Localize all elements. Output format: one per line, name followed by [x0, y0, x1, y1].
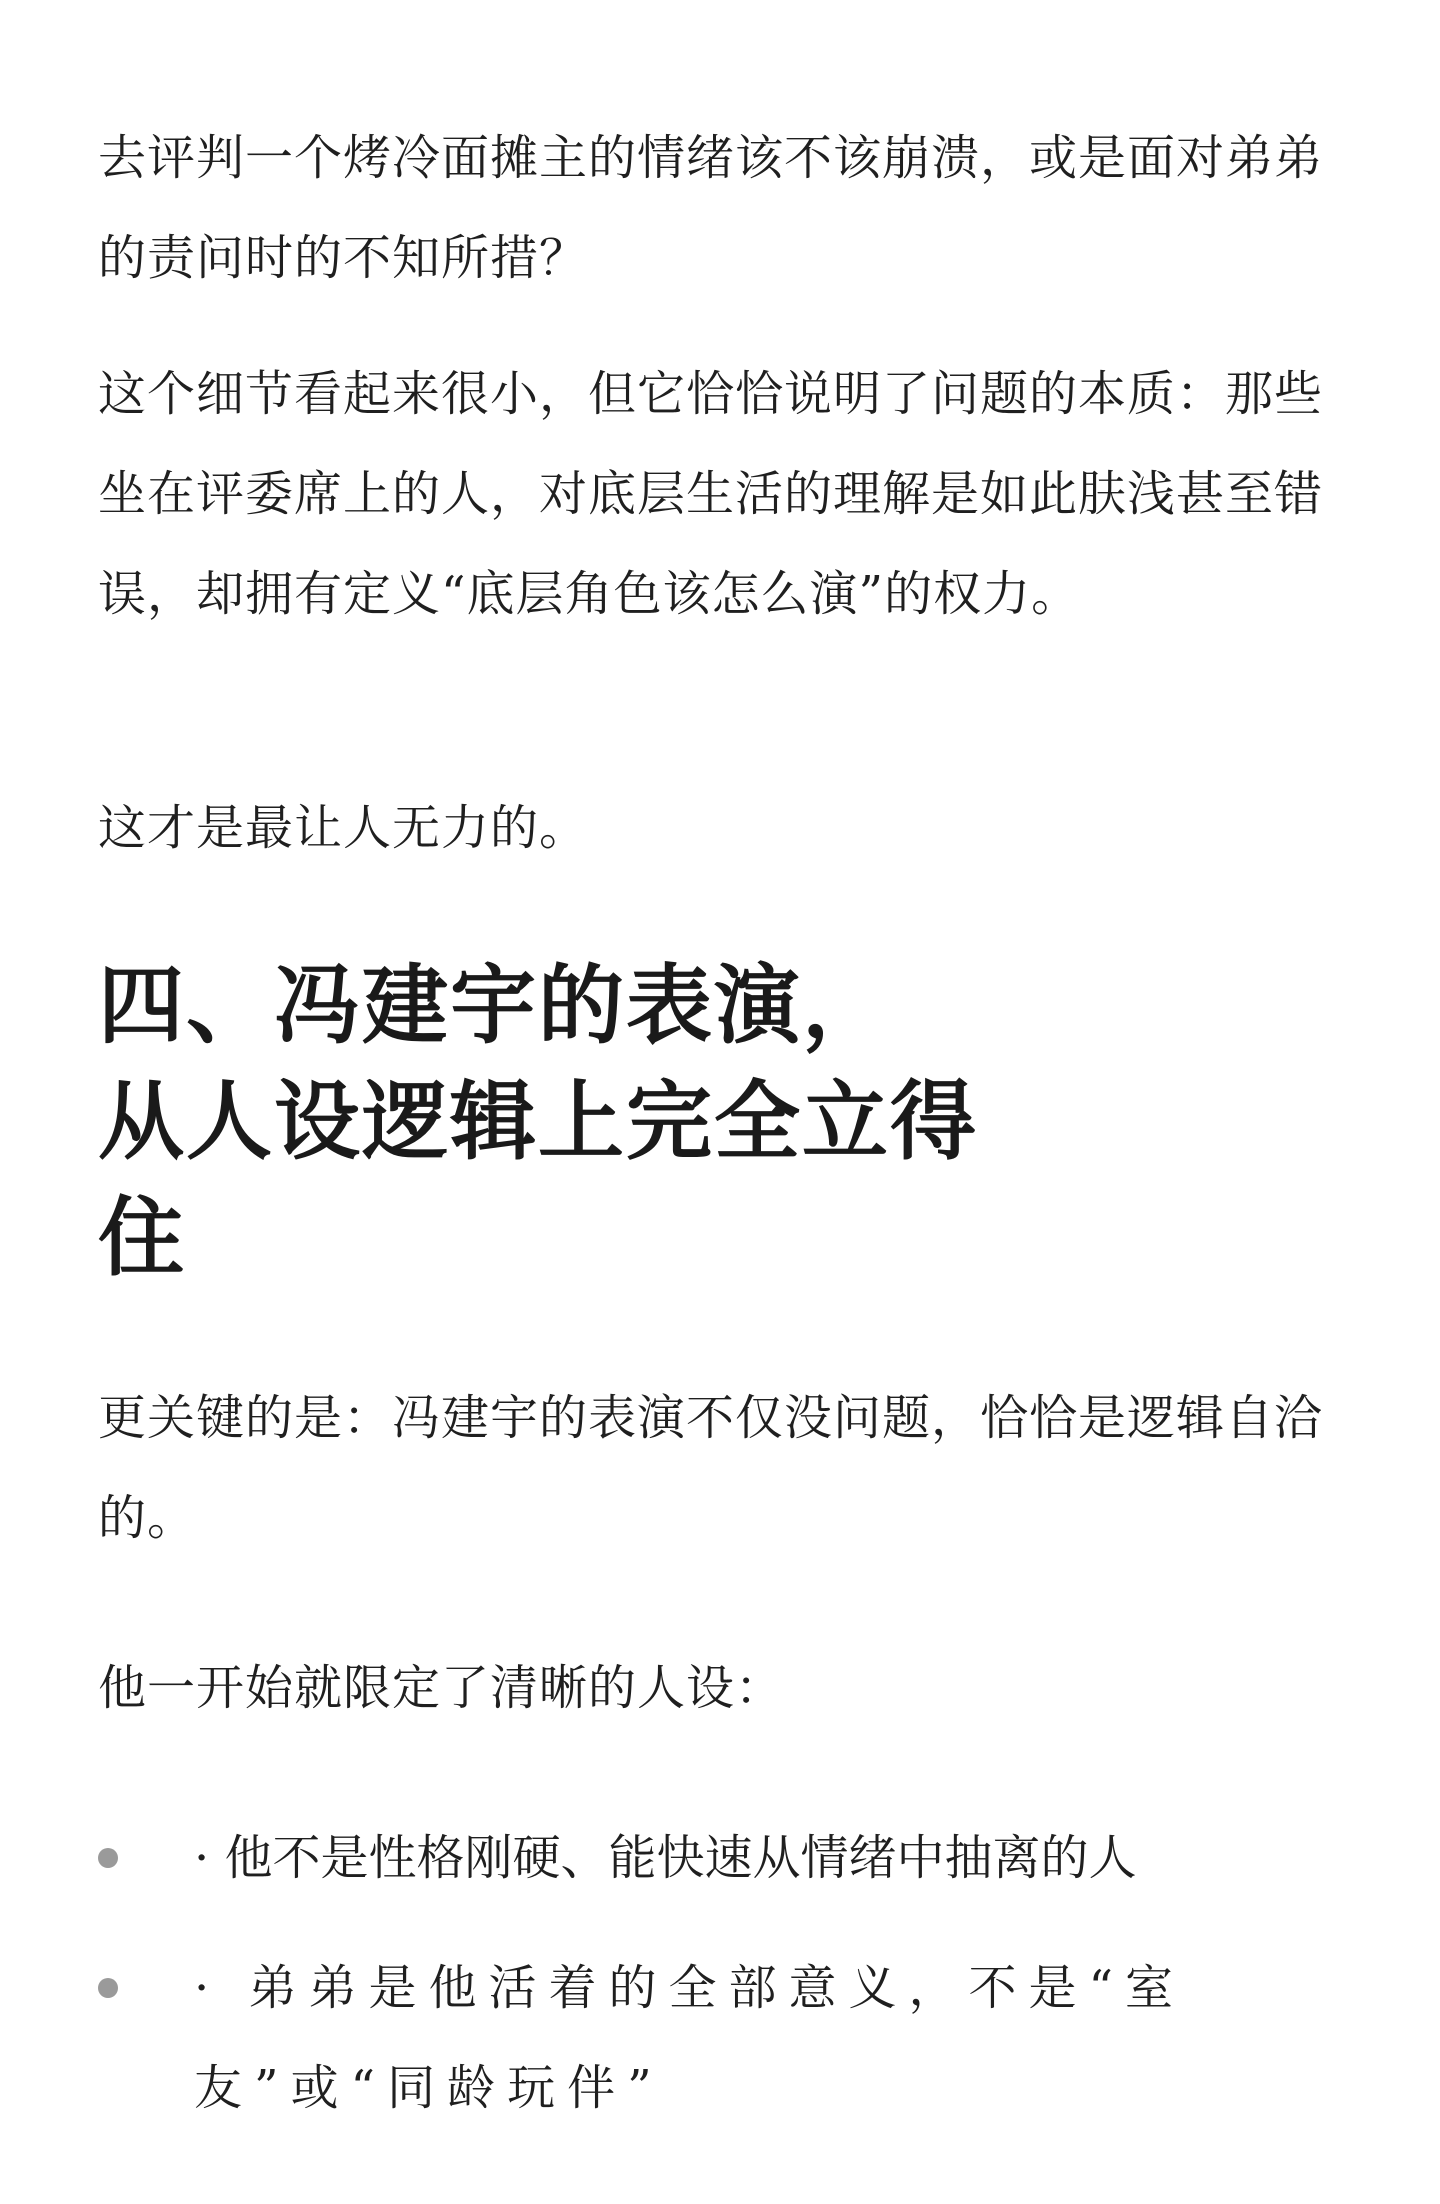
- bullet-dot-icon: [98, 1978, 118, 1998]
- list-item: [98, 1938, 1353, 2138]
- paragraph-key-point: 更关键的是：冯建宇的表演不仅没问题，恰恰是逻辑自洽的。: [98, 1390, 1324, 1546]
- bullet-text: · 弟弟是他活着的全部意义，不是“室友”或“同龄玩伴”: [194, 1960, 1186, 2116]
- section-heading-line-2: 从人设逻辑上完全立得: [98, 1071, 978, 1172]
- paragraph-detail-essence: 这个细节看起来很小，但它恰恰说明了问题的本质：那些坐在评委席上的人，对底层生活的理解是如此肤浅甚至错误，却拥有定义“底层角色该怎么演”的权力。: [98, 366, 1324, 622]
- list-item: [98, 1808, 1353, 1908]
- paragraph-question: 去评判一个烤冷面摊主的情绪该不该崩溃，或是面对弟弟的责问时的不知所措？: [98, 130, 1324, 286]
- bullet-text: · 他不是性格刚硬、能快速从情绪中抽离的人: [194, 1830, 1137, 1886]
- persona-bullet-list: [98, 1808, 1353, 2138]
- paragraph-powerless: 这才是最让人无力的。: [98, 800, 589, 856]
- section-heading-line-1: 四、冯建宇的表演，: [98, 955, 890, 1056]
- section-heading-line-3: 住: [98, 1187, 186, 1288]
- bullet-dot-icon: [98, 1848, 118, 1868]
- section-heading: [98, 948, 1198, 1296]
- paragraph-persona-intro: 他一开始就限定了清晰的人设：: [98, 1660, 785, 1716]
